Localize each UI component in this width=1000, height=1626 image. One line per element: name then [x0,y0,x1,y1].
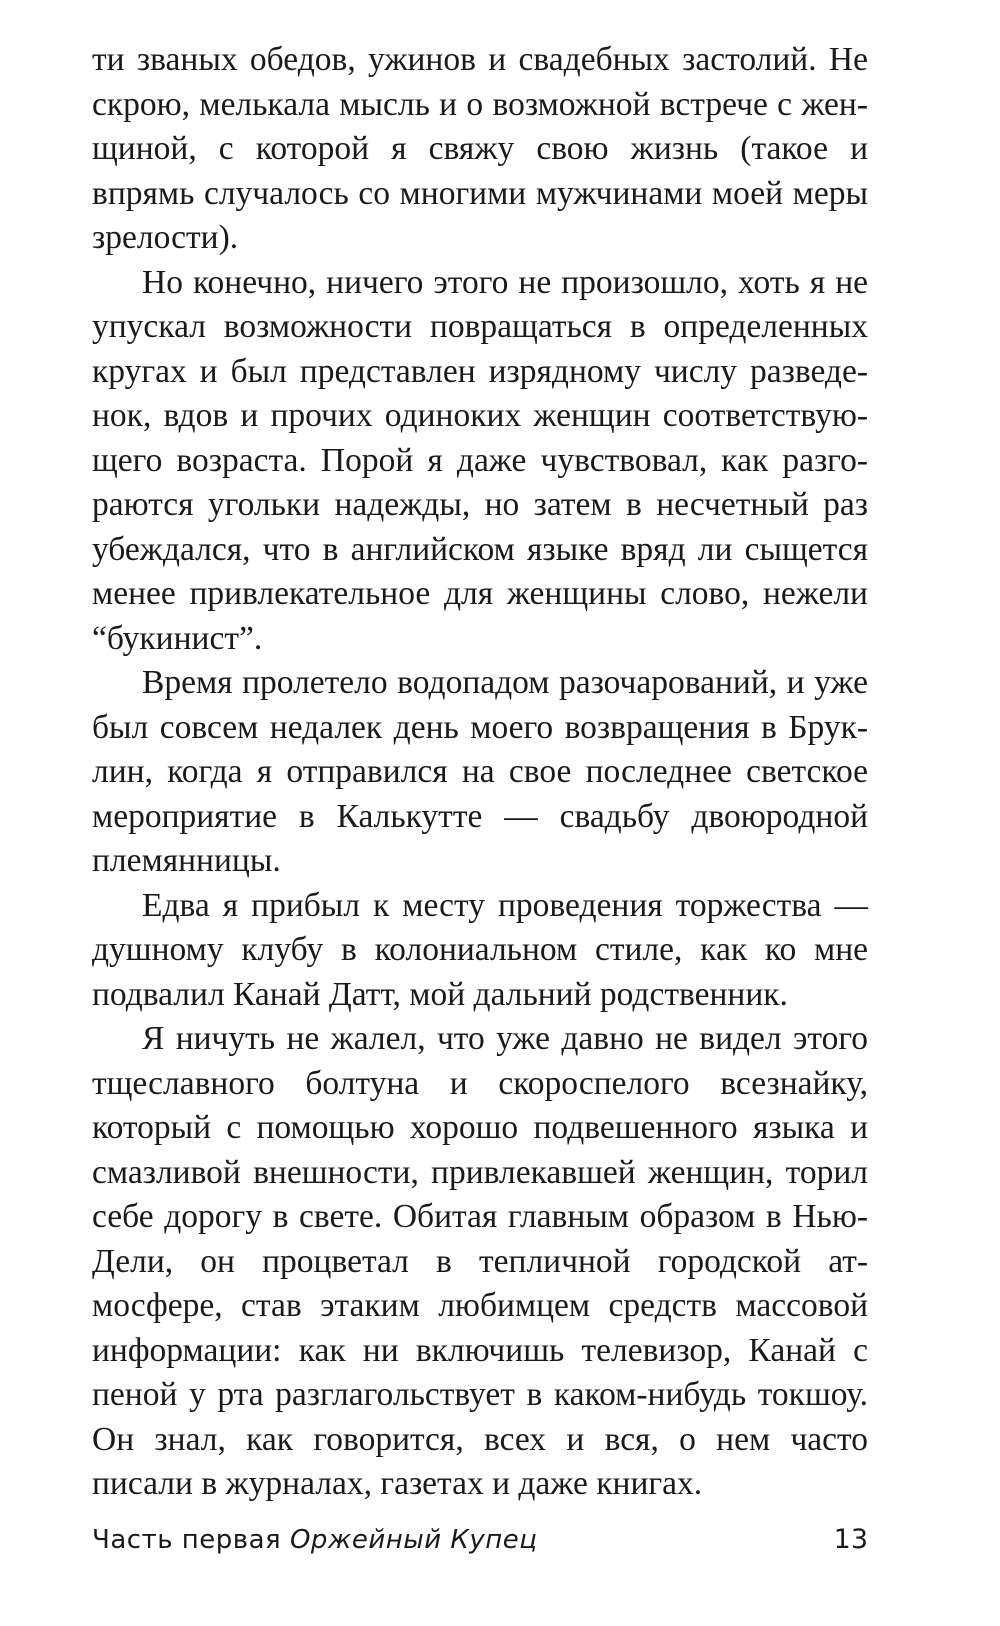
part-label: Часть первая [92,1525,282,1555]
footer-part-label [92,1520,537,1560]
body-text [92,38,868,1507]
paragraph: Время пролетело водопадом разочарований, и уже был совсем недалек день моего возвращения в Бруклин, когда я отправился на свое последнее светское мероприятие в Калькутте — свадьбу двоюродной племянницы. [92,664,868,879]
paragraph: Но конечно, ничего этого не произошло, хоть я не упускал возможности повращаться в определенных кругах и был представлен изрядному числу разведенок, вдов и прочих одиноких женщин соответствующего возраста. Порой я даже чувствовал, как разгораются угольки надежды, но затем в несчетный раз убеждался, что в английском языке вряд ли сыщется менее привлекательное для женщины слово, нежели “букинист”. [92,263,868,657]
running-footer [92,1520,868,1560]
section-title: Оржейный Купец [289,1525,538,1555]
paragraph: Я ничуть не жалел, что уже давно не видел этого тщеславного болтуна и скороспелого всезнайку, который с помощью хорошо подвешенного языка и смазливой внешности, привлекавшей женщин, торил себе дорогу в свете. Обитая главным образом в Нью-Дели, он процветал в тепличной городской атмосфере, став этаким любимцем средств массовой информации: как ни включишь телевизор, Канай с пеной у рта разглагольствует в каком-нибудь токшоу. Он знал, как говорится, всех и вся, о нем часто писали в журналах, газетах и даже книгах. [92,1020,868,1502]
page-number: 13 [833,1524,868,1555]
paragraph-continued: ти званых обедов, ужинов и свадебных застолий. Не скрою, мелькала мысль и о возможной встрече с женщиной, с которой я свяжу свою жизнь (такое и впрямь случалось со многими мужчинами моей меры зрелости). [92,41,868,256]
paragraph: Едва я прибыл к месту проведения торжества — душному клубу в колониальном стиле, как ко мне подвалил Канай Датт, мой дальний родственник. [92,886,868,1013]
